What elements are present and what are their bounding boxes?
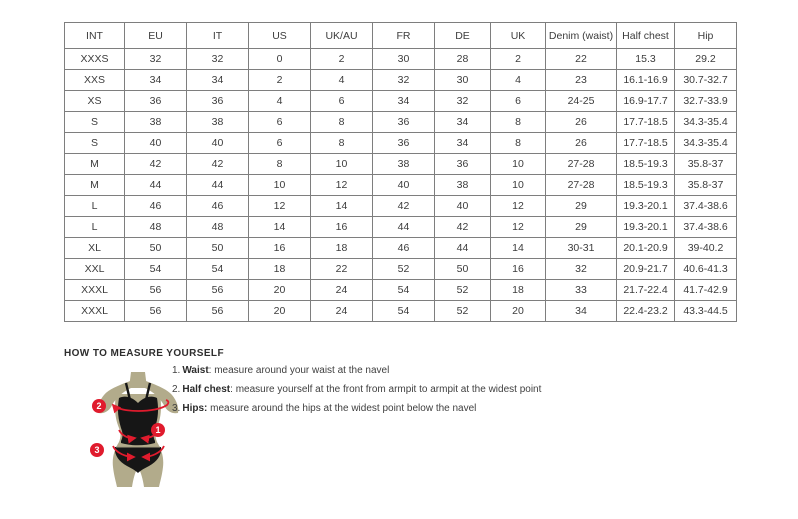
column-header: IT [187,23,249,49]
table-cell: 20 [491,301,546,322]
instruction-item [172,404,541,414]
table-cell: 16.1-16.9 [617,70,675,91]
table-cell: 23 [546,70,617,91]
table-cell: 46 [373,238,435,259]
table-cell: 42 [125,154,187,175]
table-cell: 48 [125,217,187,238]
table-cell: 42 [373,196,435,217]
table-cell: 42 [187,154,249,175]
column-header: DE [435,23,491,49]
table-cell: S [65,133,125,154]
instruction-text: : measure around your waist at the navel [208,365,390,376]
table-cell: XXL [65,259,125,280]
table-cell: 16 [311,217,373,238]
instruction-number: 1. [172,365,181,376]
column-header: EU [125,23,187,49]
table-cell: S [65,112,125,133]
column-header: UK [491,23,546,49]
table-cell: 56 [187,301,249,322]
column-header: Denim (waist) [546,23,617,49]
table-cell: 6 [249,133,311,154]
column-header: Half chest [617,23,675,49]
table-cell: 40 [435,196,491,217]
table-cell: 18 [491,280,546,301]
table-cell: 35.8-37 [675,154,737,175]
table-cell: 32 [435,91,491,112]
table-cell: 26 [546,133,617,154]
table-cell: XXXS [65,49,125,70]
table-cell: 54 [373,280,435,301]
instruction-label: Half chest [182,384,231,395]
table-cell: 43.3-44.5 [675,301,737,322]
table-cell: 52 [435,301,491,322]
table-cell: 8 [311,133,373,154]
table-cell: XL [65,238,125,259]
table-row [65,217,737,238]
table-cell: 34 [187,70,249,91]
size-chart-header-row [65,23,737,49]
table-row [65,70,737,91]
table-cell: 56 [187,280,249,301]
table-cell: 20.9-21.7 [617,259,675,280]
instruction-text: : measure yourself at the front from armpit to armpit at the widest point [230,384,542,395]
table-cell: 39-40.2 [675,238,737,259]
table-cell: 12 [311,175,373,196]
table-cell: 10 [249,175,311,196]
table-cell: 18 [249,259,311,280]
table-cell: XXXL [65,280,125,301]
table-cell: 19.3-20.1 [617,217,675,238]
table-cell: 46 [125,196,187,217]
table-cell: 8 [249,154,311,175]
camisole-top [118,397,161,446]
table-cell: 19.3-20.1 [617,196,675,217]
instruction-item [172,385,541,395]
table-cell: 4 [491,70,546,91]
table-cell: 14 [491,238,546,259]
instruction-number: 3. [172,403,181,414]
table-row [65,238,737,259]
badge-2 [92,399,106,413]
instruction-number: 2. [172,384,181,395]
table-cell: 8 [491,133,546,154]
table-cell: L [65,217,125,238]
table-cell: 52 [435,280,491,301]
size-chart-body [65,49,737,322]
table-cell: 29 [546,196,617,217]
table-cell: 4 [311,70,373,91]
table-row [65,301,737,322]
table-cell: 46 [187,196,249,217]
table-cell: 4 [249,91,311,112]
size-chart-table [64,22,737,322]
table-cell: 10 [491,175,546,196]
table-cell: 56 [125,301,187,322]
table-cell: 2 [491,49,546,70]
table-cell: 12 [491,196,546,217]
column-header: Hip [675,23,737,49]
table-cell: M [65,175,125,196]
table-cell: 14 [311,196,373,217]
table-cell: 24 [311,280,373,301]
table-cell: 36 [373,133,435,154]
table-row [65,259,737,280]
table-cell: 27-28 [546,175,617,196]
table-row [65,49,737,70]
instruction-label: Hips: [182,403,208,414]
table-cell: 10 [311,154,373,175]
table-cell: 8 [311,112,373,133]
table-cell: XXS [65,70,125,91]
table-cell: 35.8-37 [675,175,737,196]
table-cell: 34.3-35.4 [675,133,737,154]
table-cell: 17.7-18.5 [617,133,675,154]
column-header: INT [65,23,125,49]
table-cell: 32 [546,259,617,280]
table-cell: 56 [125,280,187,301]
table-cell: 38 [373,154,435,175]
table-row [65,196,737,217]
table-cell: 30 [435,70,491,91]
table-cell: 22.4-23.2 [617,301,675,322]
table-cell: 40 [125,133,187,154]
column-header: UK/AU [311,23,373,49]
table-cell: 44 [125,175,187,196]
table-cell: 20 [249,301,311,322]
table-cell: 18 [311,238,373,259]
table-cell: 24 [311,301,373,322]
table-cell: 6 [491,91,546,112]
instruction-label: Waist [182,365,209,376]
table-cell: 32 [187,49,249,70]
table-cell: 10 [491,154,546,175]
table-cell: 22 [311,259,373,280]
table-cell: 2 [311,49,373,70]
table-cell: 34 [373,91,435,112]
table-cell: 6 [311,91,373,112]
table-cell: 52 [373,259,435,280]
table-cell: 8 [491,112,546,133]
table-cell: 33 [546,280,617,301]
table-cell: 34 [435,112,491,133]
table-cell: 37.4-38.6 [675,217,737,238]
table-cell: 27-28 [546,154,617,175]
table-row [65,154,737,175]
table-cell: 15.3 [617,49,675,70]
table-cell: 18.5-19.3 [617,175,675,196]
table-cell: 16 [249,238,311,259]
table-cell: 30.7-32.7 [675,70,737,91]
table-cell: 54 [373,301,435,322]
table-cell: M [65,154,125,175]
table-cell: 18.5-19.3 [617,154,675,175]
table-cell: 24-25 [546,91,617,112]
table-cell: 30 [373,49,435,70]
table-cell: 54 [187,259,249,280]
table-cell: XXXL [65,301,125,322]
badge-3 [90,443,104,457]
table-cell: 36 [373,112,435,133]
table-cell: 21.7-22.4 [617,280,675,301]
table-row [65,112,737,133]
instruction-item [172,366,541,376]
table-cell: 34 [546,301,617,322]
mannequin-neck [129,372,147,388]
table-cell: 34.3-35.4 [675,112,737,133]
table-cell: 50 [187,238,249,259]
table-cell: 54 [125,259,187,280]
table-cell: 40 [187,133,249,154]
table-cell: 50 [435,259,491,280]
table-cell: 34 [125,70,187,91]
badge-1 [151,423,165,437]
table-cell: 40 [373,175,435,196]
instruction-text: measure around the hips at the widest point below the navel [207,403,477,414]
table-cell: L [65,196,125,217]
table-cell: 12 [491,217,546,238]
table-cell: 38 [125,112,187,133]
table-cell: 20 [249,280,311,301]
table-cell: 32.7-33.9 [675,91,737,112]
table-cell: 38 [187,112,249,133]
table-cell: 42 [435,217,491,238]
table-cell: 0 [249,49,311,70]
table-cell: 29.2 [675,49,737,70]
table-cell: 44 [187,175,249,196]
table-cell: 41.7-42.9 [675,280,737,301]
table-row [65,280,737,301]
table-cell: 32 [373,70,435,91]
table-cell: 6 [249,112,311,133]
table-cell: 12 [249,196,311,217]
table-cell: 30-31 [546,238,617,259]
table-cell: 44 [373,217,435,238]
badge-1-number: 1 [155,425,161,436]
badge-2-number: 2 [96,401,102,412]
table-cell: 2 [249,70,311,91]
table-cell: 32 [125,49,187,70]
table-cell: 38 [435,175,491,196]
table-cell: 44 [435,238,491,259]
measurement-instructions [172,366,541,423]
table-row [65,133,737,154]
table-cell: 26 [546,112,617,133]
table-cell: 34 [435,133,491,154]
table-cell: XS [65,91,125,112]
table-cell: 16 [491,259,546,280]
table-cell: 20.1-20.9 [617,238,675,259]
table-row [65,91,737,112]
how-to-measure-heading: HOW TO MEASURE YOURSELF [64,348,224,359]
table-cell: 17.7-18.5 [617,112,675,133]
table-cell: 22 [546,49,617,70]
table-cell: 36 [125,91,187,112]
table-cell: 29 [546,217,617,238]
badge-3-number: 3 [94,445,100,456]
table-cell: 28 [435,49,491,70]
table-cell: 37.4-38.6 [675,196,737,217]
table-cell: 48 [187,217,249,238]
table-row [65,175,737,196]
table-cell: 36 [187,91,249,112]
table-cell: 14 [249,217,311,238]
table-cell: 40.6-41.3 [675,259,737,280]
table-cell: 36 [435,154,491,175]
column-header: FR [373,23,435,49]
table-cell: 16.9-17.7 [617,91,675,112]
column-header: US [249,23,311,49]
table-cell: 50 [125,238,187,259]
